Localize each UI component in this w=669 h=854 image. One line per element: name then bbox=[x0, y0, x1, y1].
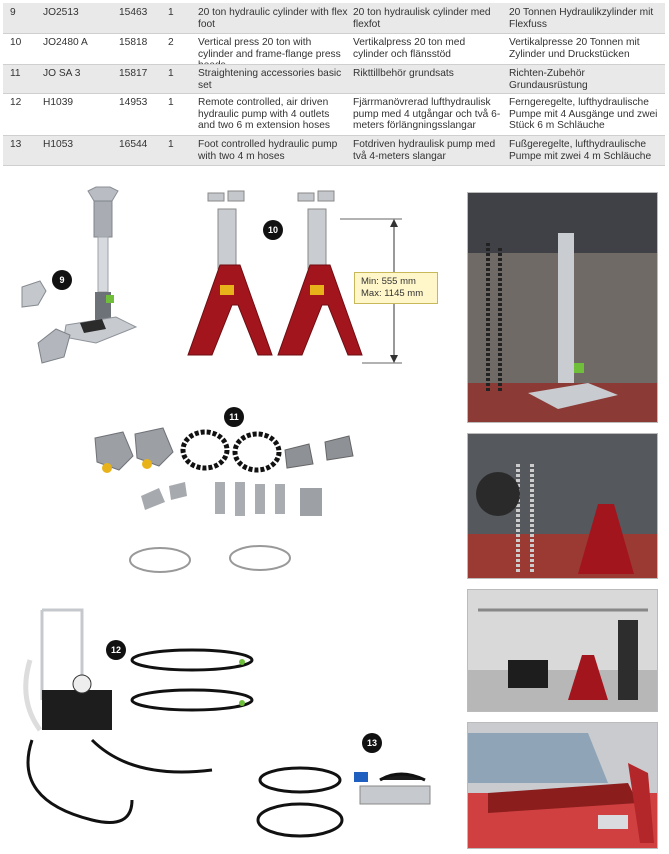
row-divider bbox=[3, 33, 665, 34]
row-divider bbox=[3, 165, 665, 166]
item-code: 16544 bbox=[119, 139, 148, 150]
parts-table bbox=[3, 3, 665, 165]
hydraulic-cylinder-image bbox=[10, 185, 150, 380]
part-number: H1039 bbox=[43, 97, 74, 108]
description-sv: Vertikalpress 20 ton med cylinder och flänsstöd bbox=[353, 37, 466, 60]
table-row bbox=[3, 135, 665, 165]
workshop-photo-cylinder bbox=[467, 192, 658, 423]
row-divider bbox=[3, 93, 665, 94]
part-number: JO2513 bbox=[43, 7, 79, 18]
item-badge-10: 10 bbox=[263, 220, 283, 240]
description-sv: Fjärrmanövrerad lufthydraulisk pump med 4 utgångar och två 6-meters förlängningsslangar bbox=[353, 97, 501, 131]
row-divider bbox=[3, 64, 665, 65]
description-de: 20 Tonnen Hydraulikzylinder mit Flexfuss bbox=[509, 7, 654, 30]
quantity: 1 bbox=[168, 68, 174, 79]
part-number: H1053 bbox=[43, 139, 74, 150]
item-code: 15818 bbox=[119, 37, 148, 48]
description-en: 20 ton hydraulic cylinder with flex foot bbox=[198, 7, 348, 30]
description-en: Vertical press 20 ton with cylinder and frame-flange press bbox=[198, 37, 341, 60]
item-code: 15463 bbox=[119, 7, 148, 18]
row-number: 9 bbox=[10, 7, 16, 18]
description-de: Vertikalpresse 20 Tonnen mit Zylinder und Druckstücken bbox=[509, 37, 640, 60]
description-de: Ferngeregelte, lufthydraulische Pumpe mit 4 Ausgänge und zwei Stück 6 m Schläuche bbox=[509, 97, 658, 131]
description-sv: Rikttillbehör grundsats bbox=[353, 68, 454, 79]
description-de: Richten-Zubehör Grundausrüstung bbox=[509, 68, 588, 91]
item-badge-9: 9 bbox=[52, 270, 72, 290]
workshop-photo-stand bbox=[467, 433, 658, 579]
accessories-set-image bbox=[85, 420, 375, 585]
item-badge-11: 11 bbox=[224, 407, 244, 427]
quantity: 1 bbox=[168, 7, 174, 18]
description-de: Fußgeregelte, lufthydraulische Pumpe mit zwei 4 m Schläuche bbox=[509, 139, 652, 162]
row-divider bbox=[3, 135, 665, 136]
quantity: 1 bbox=[168, 139, 174, 150]
table-row bbox=[3, 33, 665, 64]
dimension-min: Min: 555 mm bbox=[361, 276, 416, 287]
air-hydraulic-pump-image bbox=[12, 600, 262, 850]
workshop-photo-pump bbox=[467, 589, 658, 712]
foot-pump-image bbox=[250, 750, 440, 845]
part-number: JO SA 3 bbox=[43, 68, 81, 79]
item-badge-13: 13 bbox=[362, 733, 382, 753]
part-number: JO2480 A bbox=[43, 37, 88, 48]
description-en: Straightening accessories basic set bbox=[198, 68, 342, 91]
dimension-max: Max: 1145 mm bbox=[361, 288, 424, 299]
description-en: Foot controlled hydraulic pump with two 4 m hoses bbox=[198, 139, 338, 162]
table-row bbox=[3, 93, 665, 135]
item-code: 14953 bbox=[119, 97, 148, 108]
table-row bbox=[3, 64, 665, 93]
row-number: 11 bbox=[10, 68, 21, 79]
description-sv: 20 ton hydraulisk cylinder med flexfot bbox=[353, 7, 491, 30]
workshop-photo-foot-pump bbox=[467, 722, 658, 849]
description-sv: Fotdriven hydraulisk pump med två 4-meters slangar bbox=[353, 139, 496, 162]
dimension-label bbox=[354, 272, 438, 304]
item-code: 15817 bbox=[119, 68, 148, 79]
row-number: 10 bbox=[10, 37, 22, 48]
quantity: 2 bbox=[168, 37, 174, 48]
item-badge-12: 12 bbox=[106, 640, 126, 660]
description-en: Remote controlled, air driven hydraulic pump with 4 outlets and two 6 m extension hoses bbox=[198, 97, 330, 131]
row-number: 12 bbox=[10, 97, 22, 108]
table-row bbox=[3, 3, 665, 33]
row-number: 13 bbox=[10, 139, 22, 150]
quantity: 1 bbox=[168, 97, 174, 108]
